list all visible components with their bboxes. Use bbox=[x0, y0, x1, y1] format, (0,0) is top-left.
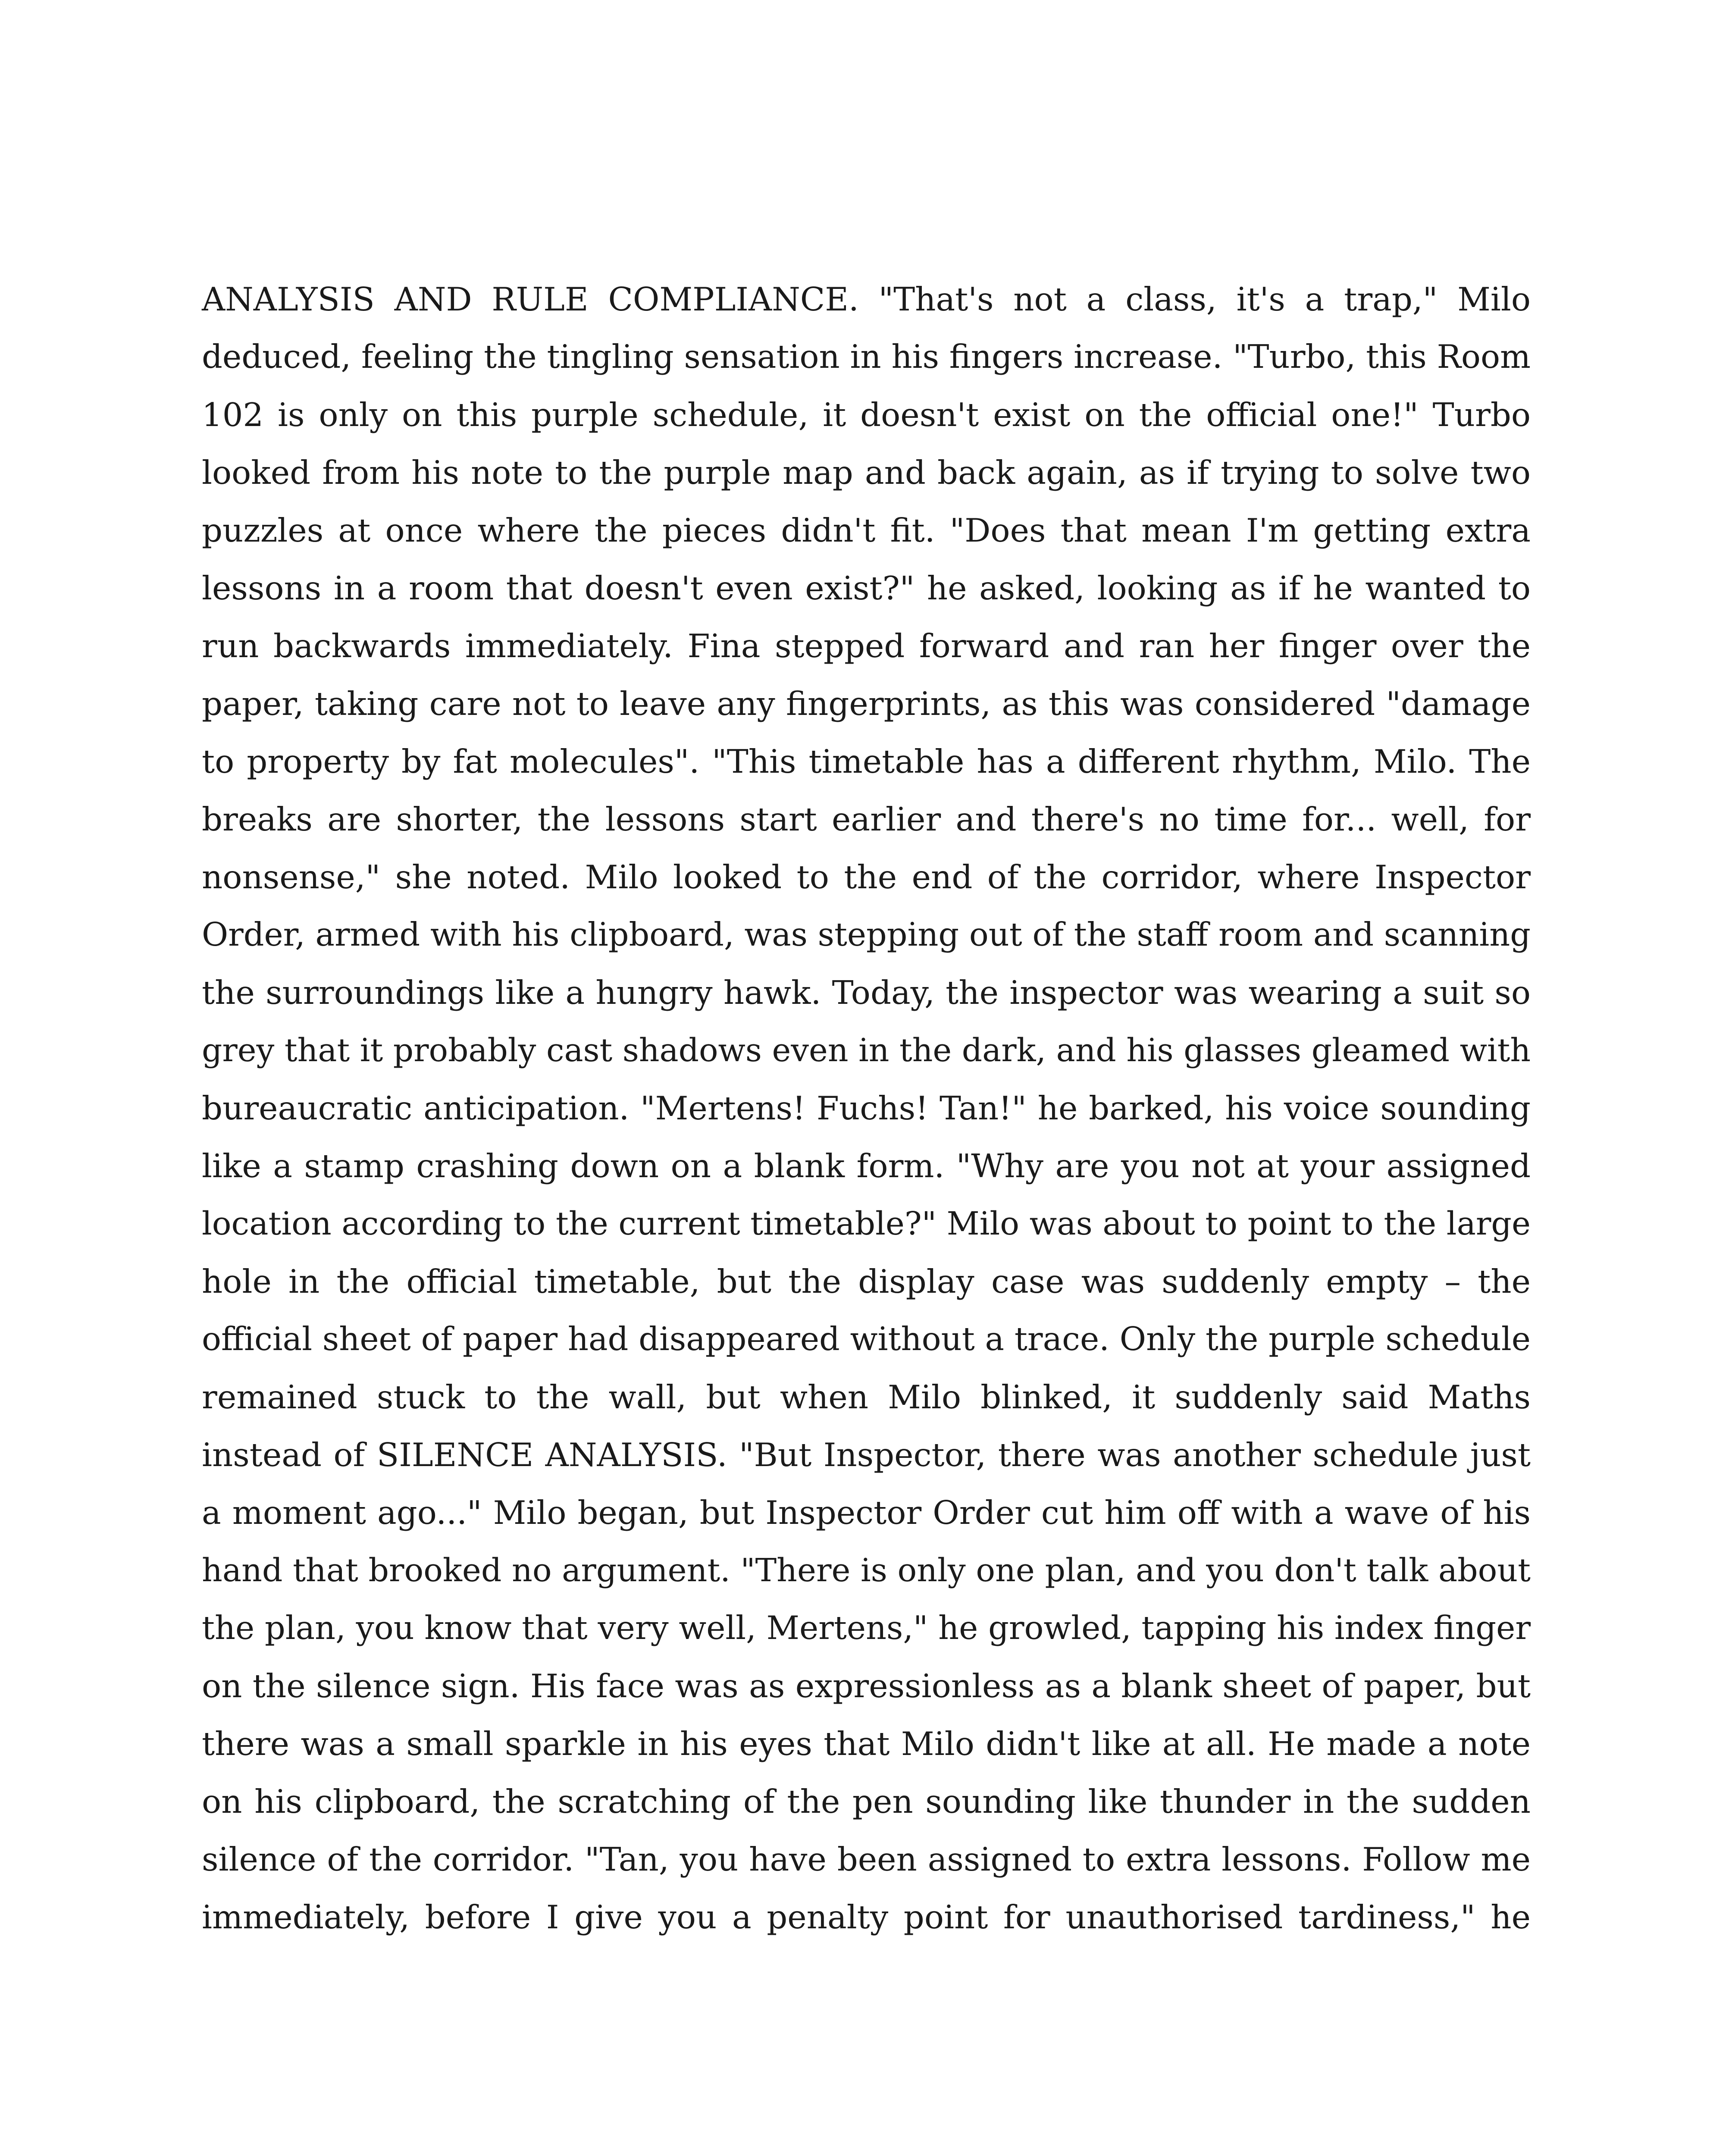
text-line: grey that it probably cast shadows even in the dark, and his glasses gleamed with bbox=[202, 1032, 1531, 1069]
text-line: 102 is only on this purple schedule, it doesn't exist on the official one!" Turbo bbox=[202, 396, 1531, 434]
text-line: on the silence sign. His face was as expressionless as a blank sheet of paper, but bbox=[202, 1667, 1531, 1705]
text-line: instead of SILENCE ANALYSIS. "But Inspector, there was another schedule just bbox=[202, 1436, 1531, 1474]
text-line: paper, taking care not to leave any fingerprints, as this was considered "damage bbox=[202, 685, 1531, 723]
text-line: like a stamp crashing down on a blank form. "Why are you not at your assigned bbox=[202, 1147, 1531, 1185]
text-line: ANALYSIS AND RULE COMPLIANCE. "That's not a class, it's a trap," Milo bbox=[202, 280, 1531, 318]
text-line: silence of the corridor. "Tan, you have been assigned to extra lessons. Follow me bbox=[202, 1840, 1531, 1878]
text-line: hole in the official timetable, but the display case was suddenly empty – the bbox=[202, 1263, 1531, 1300]
text-line: a moment ago..." Milo began, but Inspector Order cut him off with a wave of his bbox=[202, 1494, 1531, 1532]
text-line: to property by fat molecules". "This timetable has a different rhythm, Milo. The bbox=[202, 743, 1531, 780]
text-line: there was a small sparkle in his eyes that Milo didn't like at all. He made a note bbox=[202, 1725, 1531, 1763]
text-line: nonsense," she noted. Milo looked to the end of the corridor, where Inspector bbox=[202, 858, 1531, 896]
text-line: hand that brooked no argument. "There is only one plan, and you don't talk about bbox=[202, 1551, 1531, 1589]
text-line: official sheet of paper had disappeared without a trace. Only the purple schedule bbox=[202, 1320, 1531, 1358]
text-line: Order, armed with his clipboard, was stepping out of the staff room and scanning bbox=[202, 916, 1531, 953]
text-line: location according to the current timetable?" Milo was about to point to the large bbox=[202, 1205, 1531, 1242]
text-line: the plan, you know that very well, Mertens," he growled, tapping his index finger bbox=[202, 1609, 1531, 1647]
text-line: puzzles at once where the pieces didn't fit. "Does that mean I'm getting extra bbox=[202, 511, 1531, 549]
text-line: deduced, feeling the tingling sensation in his fingers increase. "Turbo, this Room bbox=[202, 338, 1531, 376]
text-line: on his clipboard, the scratching of the pen sounding like thunder in the sudden bbox=[202, 1783, 1531, 1821]
text-line: lessons in a room that doesn't even exist?" he asked, looking as if he wanted to bbox=[202, 569, 1531, 607]
text-line: the surroundings like a hungry hawk. Today, the inspector was wearing a suit so bbox=[202, 974, 1531, 1012]
text-line: bureaucratic anticipation. "Mertens! Fuchs! Tan!" he barked, his voice sounding bbox=[202, 1089, 1531, 1127]
text-line: breaks are shorter, the lessons start earlier and there's no time for... well, for bbox=[202, 800, 1531, 838]
body-paragraph bbox=[202, 270, 1531, 1946]
text-line: remained stuck to the wall, but when Milo blinked, it suddenly said Maths bbox=[202, 1378, 1531, 1416]
text-line: run backwards immediately. Fina stepped forward and ran her finger over the bbox=[202, 627, 1531, 665]
text-line: looked from his note to the purple map and back again, as if trying to solve two bbox=[202, 454, 1531, 492]
text-line: immediately, before I give you a penalty point for unauthorised tardiness," he bbox=[202, 1898, 1531, 1936]
